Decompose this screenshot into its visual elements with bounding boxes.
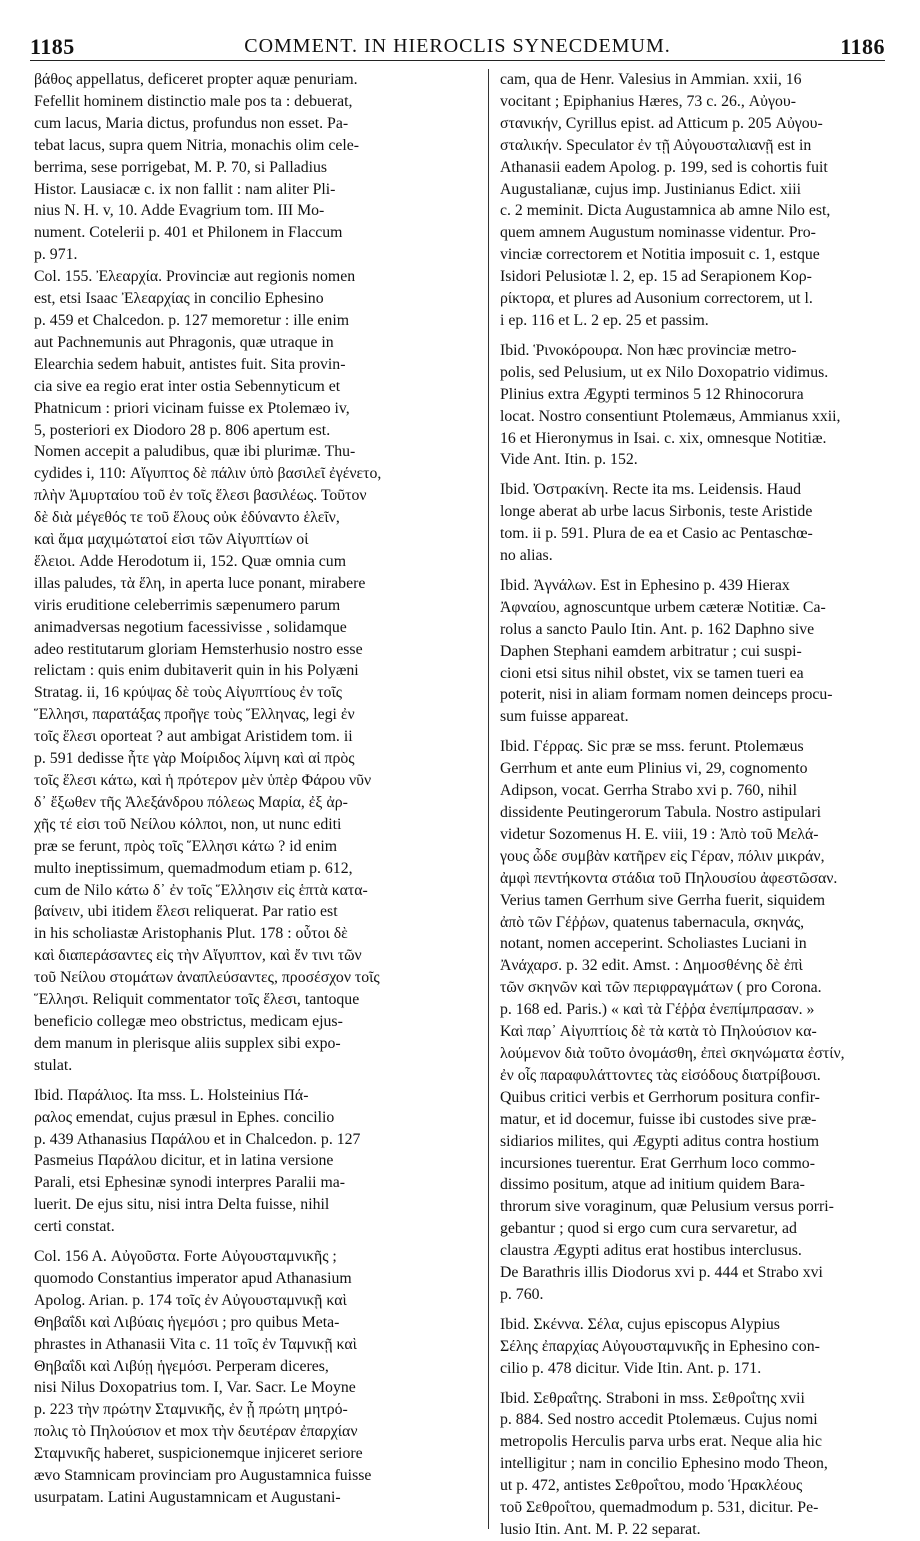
page-header — [30, 34, 885, 61]
paragraph: Ibid. Ἀγνάλων. Est in Ephesino p. 439 Hierax Ἀφναίου, agnoscuntque urbem cæteræ Notitiæ. Ca- rolus a sancto Paulo Itin. Ant. p. 162 Daphno sive Daphen Stephani eamdem arbitratur ; cui suspi- cioni etsi situs nihil obstet, vix se tamen tueri ea poterit, nisi in aliam formam nomen deinceps procu- sum fuisse appareat. — [500, 576, 833, 726]
paragraph: cam, qua de Henr. Valesius in Ammian. xxii, 16 vocitant ; Epiphanius Hæres, 73 c. 26., Αὐγου- στανικήν, Cyrillus epist. ad Atticum p. 205 Αὐγου- σταλικήν. Speculator ἐν τῇ Αὐγουσταλιανῇ est in Athanasii eadem Apolog. p. 199, sed is cohortis fuit Augustalianæ, cujus imp. Justinianus Edict. xiii c. 2 meminit. Dicta Augustamnica ab amne Nilo est, quem amnem Augustum nominasse videntur. Pro- vinciæ correctorem et Notitia imposuit c. 1, estque Isidori Pelusiotæ l. 2, ep. 15 ad Serapionem Κορ- ρίκτορα, et plures ad Ausonium correctorem, ut l. i ep. 116 et L. 2 ep. 25 et passim. — [500, 71, 831, 329]
column-divider — [488, 69, 489, 1529]
paragraph: Col. 156 A. Αὐγοῦστα. Forte Αὐγουσταμνικῆς ; quomodo Constantius imperator apud Athanasium Apolog. Arian. p. 174 τοῖς ἐν Αὐγουσταμνικῇ καὶ Θηβαΐδι καὶ Λιβύαις ἡγεμόσι ; pro quibus Meta- phrastes in Athanasii Vita c. 11 τοῖς ἐν Ταμνικῇ καὶ Θηβαΐδι καὶ Λιβύῃ ἡγεμόσι. Perperam diceres, nisi Nilus Doxopatrius tom. I, Var. Sacr. Le Moyne p. 223 τὴν πρώτην Σταμνικῆς, ἐν ᾗ πρώτη μητρό- πολις τὸ Πηλούσιον et mox τὴν δευτέραν ἐπαρχίαν Σταμνικῆς haberet, suspicionemque injiceret seriore ævo Stamnicam provinciam pro Augustamnica fuisse usurpatam. Latini Augustamnicam et Augustani- — [34, 1248, 372, 1506]
paragraph: Ibid. Σκέννα. Σέλα, cujus episcopus Alypius Σέλης ἐπαρχίας Αὐγουσταμνικῆς in Ephesino con- cilio p. 478 dicitur. Vide Itin. Ant. p. 171. — [500, 1315, 820, 1377]
left-column — [34, 69, 454, 1529]
paragraph: βάθος appellatus, deficeret propter aquæ penuriam. Fefellit hominem distinctio male pos ta : debuerat, cum lacus, Maria dictus, profundus non esset. Pa- tebat lacus, supra quem Nitria, monachis olim cele- berrima, sese porrigebat, M. P. 70, si Palladius Histor. Lausiacæ c. ix non fallit : nam aliter Pli- nius N. H. v, 10. Adde Evagrium tom. III Mo- nument. Cotelerii p. 401 et Philonem in Flaccum p. 971. — [34, 71, 360, 264]
paragraph: Ibid. Γέρρας. Sic præ se mss. ferunt. Ptolemæus Gerrhum et ante eum Plinius vi, 29, cognomento Adipson, vocat. Gerrha Strabo xvi p. 760, nihil dissidente Peutingerorum Tabula. Nostro astipulari videtur Sozomenus H. E. viii, 19 : Ἀπὸ τοῦ Μελά- γους ὧδε συμβὰν κατῆρεν εἰς Γέραν, πόλιν μικράν, ἀμφὶ πεντήκοντα στάδια τοῦ Πηλουσίου ἀφεστῶσαν. Verius tamen Gerrhum sive Gerrha fuerit, siquidem ἀπὸ τῶν Γέῤῥων, quatenus tabernacula, σκηνάς, notant, nomen acceperint. Scholiastes Luciani in Ἀνάχαρσ. p. 32 edit. Amst. : Δημοσθένης δὲ ἐπὶ τῶν σκηνῶν καὶ τῶν περιφραγμάτων ( pro Corona. p. 168 ed. Paris.) « καὶ τὰ Γέῤῥα ἐνεπίμπρασαν. » Καὶ παρ᾽ Αἰγυπτίοις δὲ τὰ κατὰ τὸ Πηλούσιον κα- λούμενον διὰ τοῦτο ὀνομάσθη, ἐπεὶ σκηνώματα ἐστίν, ἐν οἷς παραφυλάττοντες τὰς εἰσόδους διατρίβουσι. Quibus critici verbis et Gerrhorum positura confir- matur, et id docemur, fuisse ibi custodes sive præ- sidiarios milites, qui Ægypti aditus contra hostium incursiones tuerentur. Erat Gerrhum loco commo- dissimo positum, atque ad initium quidem Bara- throrum sive voraginum, quæ Pelusium versus porri- gebantur ; quod si ergo cum cura servaretur, ad claustra Ægypti aditus erat hostibus interclusus. De Barathris illis Diodorus xvi p. 444 et Strabo xvi p. 760. — [500, 738, 845, 1303]
paragraph: Ibid. Σεθραΐτης. Straboni in mss. Σεθροΐτης xvii p. 884. Sed nostro accedit Ptolemæus. Cujus nomi metropolis Herculis parva urbs erat. Neque alia hic intelligitur ; nam in concilio Ephesino modo Theon, ut p. 472, antistes Σεθροΐτου, modo Ἡρακλέους τοῦ Σεθροΐτου, quemadmodum p. 531, dicitur. Pe- lusio Itin. Ant. M. P. 22 separat. — [500, 1389, 828, 1538]
paragraph: Ibid. Παράλιος. Ita mss. L. Holsteinius Πά- ραλος emendat, cujus præsul in Ephes. concilio p. 439 Athanasius Παράλου et in Chalcedon. p. 127 Pasmeius Παράλου dicitur, et in latina versione Parali, etsi Ephesinæ synodi interpres Paralii ma- luerit. De ejus situ, nisi intra Delta fuisse, nihil certi constat. — [34, 1086, 361, 1236]
running-title: COMMENT. IN HIEROCLIS SYNECDEMUM. — [244, 35, 671, 57]
paragraph: Ibid. Ῥινοκόρουρα. Non hæc provinciæ metro- polis, sed Pelusium, ut ex Nilo Doxopatrio vidimus. Plinius extra Ægypti terminos 5 12 Rhinocorura locat. Nostro consentiunt Ptolemæus, Ammianus xxii, 16 et Hieronymus in Isai. c. xix, omnesque Notitiæ. Vide Ant. Itin. p. 152. — [500, 341, 841, 469]
page-number-right: 1186 — [840, 34, 885, 59]
paragraph: Col. 155. Ἐλεαρχία. Provinciæ aut regionis nomen est, etsi Isaac Ἐλεαρχίας in concilio Ephesino p. 459 et Chalcedon. p. 127 memoretur : ille enim aut Pachnemunis aut Phragonis, quæ utraque in Elearchia sedem habuit, antistes fuit. Sita provin- cia sive ea regio erat inter ostia Sebennyticum et Phatnicum : priori vicinam fuisse ex Ptolemæo iv, 5, posteriori ex Diodoro 28 p. 806 apertum est. Nomen accepit a paludibus, quæ ibi plurimæ. Thu- cydides i, 110: Αἴγυπτος δὲ πάλιν ὑπὸ βασιλεῖ ἐγένετο, πλὴν Ἀμυρταίου τοῦ ἐν τοῖς ἕλεσι βασιλέως. Τοῦτον δὲ διὰ μέγεθός τε τοῦ ἕλους οὐκ ἐδύναντο ἑλεῖν, καὶ ἅμα μαχιμώτατοί εἰσι τῶν Αἰγυπτίων οἱ ἕλειοι. Adde Herodotum ii, 152. Quæ omnia cum illas paludes, τὰ ἕλη, in aperta luce ponant, mirabere viris eruditione celeberrimis sæpenumero parum animadversas negotium facessivisse , solidamque adeo restitutarum gloriam Hemsterhusio nostro esse relictam : quis enim dubitaverit quin in his Polyæni Stratag. ii, 16 κρύψας δὲ τοὺς Αἰγυπτίους ἐν τοῖς Ἕλλησι, παρατάξας προῆγε τοὺς Ἕλληνας, legi ἐν τοῖς ἕλεσι oporteat ? aut ambigat Aristidem tom. ii p. 591 dedisse ἦτε γὰρ Μοίριδος λίμνη καὶ αἱ πρὸς τοῖς ἕλεσι κάτω, καὶ ἡ πρότερον μὲν ὑπὲρ Φάρου νῦν δ᾽ ἔξωθεν τῆς Ἀλεξάνδρου πόλεως Μαρία, ἐξ ἀρ- χῆς τέ εἰσι τοῦ Νείλου κόλποι, non, ut nunc editi præ se ferunt, πρὸς τοῖς Ἕλλησι κάτω ? id enim multo ineptissimum, quemadmodum etiam p. 612, cum de Nilo κάτω δ᾽ ἐν τοῖς Ἕλλησιν εἰς ἑπτὰ κατα- βαίνειν, ubi itidem ἕλεσι reliquerat. Par ratio est in his scholiastæ Aristophanis Plut. 178 : οὗτοι δὲ καὶ διαπεράσαντες εἰς τὴν Αἴγυπτον, καὶ ἔν τινι τῶν τοῦ Νείλου στομάτων ἀναπλεύσαντες, προσέσχον τοῖς Ἕλλησι. Reliquit commentator τοῖς ἕλεσι, tantoque beneficio collegæ meo obstrictus, medicam ejus- dem manum in plerisque aliis supplex sibi expo- stulat. — [34, 268, 382, 1074]
page-number-left: 1185 — [30, 34, 75, 59]
right-column — [500, 69, 920, 1538]
two-column-body — [30, 69, 885, 1538]
paragraph: Ibid. Ὀστρακίνη. Recte ita ms. Leidensis. Haud longe aberat ab urbe lacus Sirbonis, teste Aristide tom. ii p. 591. Plura de ea et Casio ac Pentaschœ- no alias. — [500, 481, 813, 565]
